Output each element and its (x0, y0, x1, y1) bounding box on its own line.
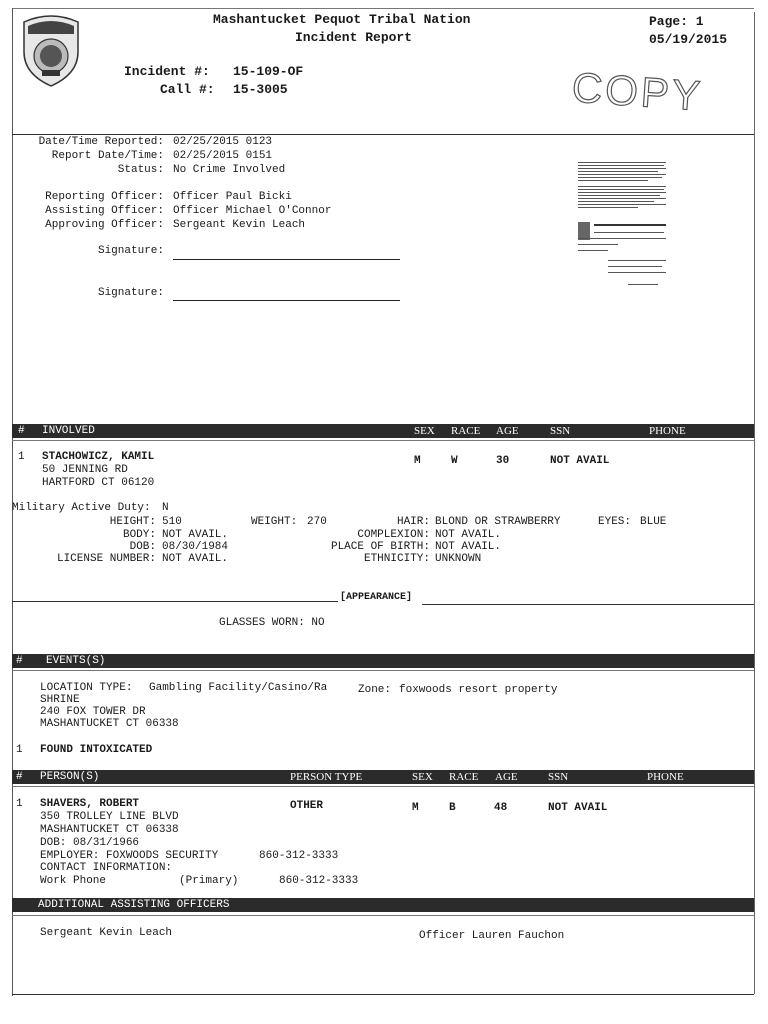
weight-label: WEIGHT: (251, 516, 298, 528)
military-label: Military Active Duty: (12, 502, 151, 514)
complexion-label: COMPLEXION: (357, 529, 430, 541)
involved-sex: M (414, 455, 421, 467)
glasses-worn: GLASSES WORN: NO (219, 617, 325, 629)
location-address-2: MASHANTUCKET CT 06338 (40, 718, 179, 730)
date-reported-value: 02/25/2015 0123 (173, 136, 273, 148)
signature-line-1 (173, 259, 400, 260)
involved-header-bar (12, 424, 754, 438)
zone-label: Zone: (358, 684, 392, 696)
header-divider (12, 134, 754, 135)
person-address-1: 350 TROLLEY LINE BLVD (40, 811, 179, 823)
involved-col-involved: INVOLVED (42, 425, 95, 437)
height-label: HEIGHT: (109, 516, 156, 528)
involved-address-2: HARTFORD CT 06120 (42, 477, 155, 489)
date-reported-label: Date/Time Reported: (38, 136, 164, 148)
persons-header-underline (12, 786, 754, 787)
page-border-bottom (12, 994, 754, 995)
hair-label: HAIR: (396, 516, 430, 528)
page-number: Page: 1 (649, 14, 704, 29)
persons-col-age: AGE (495, 771, 518, 783)
events-header-underline (12, 670, 754, 671)
location-type-label: LOCATION TYPE: (40, 682, 133, 694)
body-value: NOT AVAIL. (162, 529, 229, 541)
person-name: SHAVERS, ROBERT (40, 798, 140, 810)
page-border-right (754, 12, 755, 994)
involved-race: W (451, 455, 458, 467)
person-contact-phone: 860-312-3333 (279, 875, 359, 887)
status-label: Status: (117, 164, 164, 176)
signature-line-2 (173, 300, 400, 301)
assisting-officer-label: Assisting Officer: (45, 205, 164, 217)
incident-number: 15-109-OF (233, 64, 304, 79)
report-title: Incident Report (295, 30, 413, 45)
call-number: 15-3005 (233, 82, 288, 97)
signature-label-2: Signature: (97, 287, 164, 299)
person-type: OTHER (290, 800, 324, 812)
report-date: 05/19/2015 (649, 32, 728, 47)
involved-col-ssn: SSN (550, 425, 571, 437)
involved-col-age: AGE (496, 425, 519, 437)
body-label: BODY: (122, 529, 156, 541)
person-ssn: NOT AVAIL (548, 802, 608, 814)
event-row-num: 1 (16, 744, 23, 756)
call-label: Call #: (160, 82, 215, 97)
place-of-birth-value: NOT AVAIL. (435, 541, 502, 553)
agency-name: Mashantucket Pequot Tribal Nation (213, 12, 471, 27)
complexion-value: NOT AVAIL. (435, 529, 502, 541)
persons-col-type: PERSON TYPE (290, 771, 363, 783)
persons-col-phone: PHONE (647, 771, 684, 783)
reporting-officer-value: Officer Paul Bicki (173, 191, 292, 203)
persons-col-race: RACE (449, 771, 479, 783)
additional-officers-title: ADDITIONAL ASSISTING OFFICERS (38, 899, 230, 911)
place-of-birth-label: PLACE OF BIRTH: (330, 541, 430, 553)
appearance-title: [APPEARANCE] (340, 592, 413, 603)
dob-value: 08/30/1984 (162, 541, 229, 553)
approving-officer-value: Sergeant Kevin Leach (173, 219, 306, 231)
assisting-officer-value: Officer Michael O'Connor (173, 205, 332, 217)
involved-col-race: RACE (451, 425, 481, 437)
person-race: B (449, 802, 456, 814)
military-value: N (162, 502, 169, 514)
persons-col-ssn: SSN (548, 771, 569, 783)
copy-stamp: COPY (570, 63, 705, 120)
reporting-officer-label: Reporting Officer: (45, 191, 164, 203)
person-dob: DOB: 08/31/1966 (40, 837, 140, 849)
person-row-num: 1 (16, 798, 23, 810)
person-employer: EMPLOYER: FOXWOODS SECURITY (40, 850, 219, 862)
events-header-bar (12, 654, 754, 668)
attached-document-thumbnail (578, 160, 668, 286)
involved-row-num: 1 (18, 451, 25, 463)
persons-col-title: PERSON(S) (40, 771, 100, 783)
person-age: 48 (494, 802, 508, 814)
hair-value: BLOND OR STRAWBERRY (435, 516, 561, 528)
additional-officer-2: Officer Lauren Fauchon (419, 930, 565, 942)
location-name: SHRINE (40, 694, 80, 706)
zone-value: foxwoods resort property (399, 684, 558, 696)
report-date-value: 02/25/2015 0151 (173, 150, 273, 162)
involved-address-1: 50 JENNING RD (42, 464, 128, 476)
involved-header-underline (12, 440, 754, 441)
license-label: LICENSE NUMBER: (56, 553, 156, 565)
additional-officers-header-bar (12, 898, 754, 912)
signature-label-1: Signature: (97, 245, 164, 257)
persons-header-bar (12, 770, 754, 784)
appearance-rule-right (422, 604, 754, 605)
additional-officers-underline (12, 915, 754, 916)
ethnicity-label: ETHNICITY: (363, 553, 430, 565)
status-value: No Crime Involved (173, 164, 286, 176)
person-employer-phone: 860-312-3333 (259, 850, 339, 862)
eyes-value: BLUE (640, 516, 667, 528)
location-address-1: 240 FOX TOWER DR (40, 706, 146, 718)
involved-col-phone: PHONE (649, 425, 686, 437)
persons-col-sex: SEX (412, 771, 433, 783)
involved-col-sex: SEX (414, 425, 435, 437)
approving-officer-label: Approving Officer: (45, 219, 164, 231)
involved-age: 30 (496, 455, 510, 467)
involved-col-num: # (18, 425, 25, 437)
involved-ssn: NOT AVAIL (550, 455, 610, 467)
person-contact-type: Work Phone (40, 875, 107, 887)
person-contact-label: CONTACT INFORMATION: (40, 862, 173, 874)
ethnicity-value: UNKNOWN (435, 553, 482, 565)
height-value: 510 (162, 516, 182, 528)
police-badge-logo (20, 12, 82, 88)
person-sex: M (412, 802, 419, 814)
person-address-2: MASHANTUCKET CT 06338 (40, 824, 179, 836)
report-date-label: Report Date/Time: (51, 150, 164, 162)
incident-label: Incident #: (124, 64, 210, 79)
events-col-num: # (16, 655, 23, 667)
additional-officer-1: Sergeant Kevin Leach (40, 927, 173, 939)
weight-value: 270 (307, 516, 327, 528)
involved-name: STACHOWICZ, KAMIL (42, 451, 155, 463)
persons-col-num: # (16, 771, 23, 783)
events-col-title: EVENTS(S) (46, 655, 106, 667)
location-type-value: Gambling Facility/Casino/Ra (149, 682, 328, 694)
event-description: FOUND INTOXICATED (40, 744, 153, 756)
license-value: NOT AVAIL. (162, 553, 229, 565)
page-border-top (12, 8, 754, 9)
person-contact-priority: (Primary) (179, 875, 239, 887)
eyes-label: EYES: (598, 516, 632, 528)
appearance-rule-left (12, 601, 338, 602)
dob-label: DOB: (129, 541, 156, 553)
